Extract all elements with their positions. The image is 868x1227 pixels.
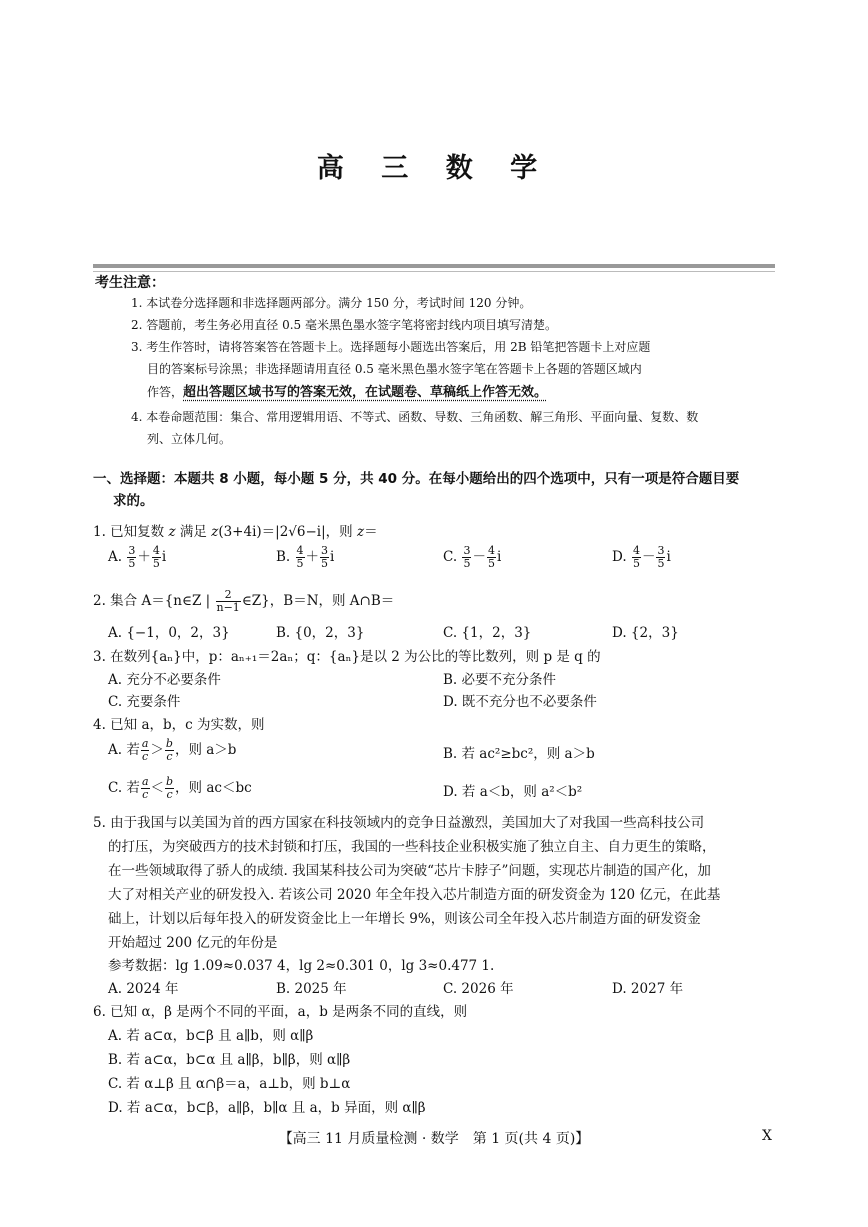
question-5-line: 大了对相关产业的研发投入. 若该公司 2020 年全年投入芯片制造方面的研发资金为 120 亿元，在此基 [108,887,721,903]
question-2-stem: 2. 集合 A＝{n∈Z | $\frac{2}{n-1}$ ∈Z}，B＝N，则 A∩B＝ [93,588,395,614]
notice-item-4-cont: 列、立体几何。 [147,432,232,446]
question-3-option-c: C. 充要条件 [108,694,181,710]
header-divider [93,264,775,268]
question-3-option-d: D. 既不充分也不必要条件 [443,694,597,710]
section-heading: 一、选择题：本题共 8 小题，每小题 5 分，共 40 分。在每小题给出的四个选项中，只有一项是符合题目要 求的。 [93,471,740,509]
question-3-stem: 3. 在数列{aₙ}中，p：aₙ₊₁＝2aₙ；q：{aₙ}是以 2 为公比的等比数列，则 p 是 q 的 [93,649,601,665]
question-6-option-c: C. 若 α⊥β 且 α∩β＝a，a⊥b，则 b⊥α [108,1076,351,1092]
notice-item-1: 1. 本试卷分选择题和非选择题两部分。满分 150 分，考试时间 120 分钟。 [131,296,532,310]
question-5-line: 开始超过 200 亿元的年份是 [108,935,278,951]
notice-item-4: 4. 本卷命题范围：集合、常用逻辑用语、不等式、函数、导数、三角函数、解三角形、平面向量、复数、数 [131,410,699,424]
question-2-option-b: B. {0，2，3} [276,625,365,641]
question-5-reference-data: 参考数据：lg 1.09≈0.037 4，lg 2≈0.301 0，lg 3≈0.477 1. [108,958,495,974]
notice-item-3-cont: 目的答案标号涂黑；非选择题请用直径 0.5 毫米黑色墨水签字笔在答题卡上各题的答题区域内 [147,362,642,376]
question-1-option-a: A. $\frac{3}{5}$ ＋ $\frac{4}{5}$ i [108,544,167,570]
question-5-option-c: C. 2026 年 [443,981,514,997]
question-1-option-c: C. $\frac{3}{5}$ － $\frac{4}{5}$ i [443,544,502,570]
question-4-option-c: C. 若 $\frac{a}{c}$ ＜ $\frac{b}{c}$ ，则 ac＜bc [108,775,252,801]
notice-item-3-cont2: 作答，超出答题区域书写的答案无效，在试题卷、草稿纸上作答无效。 [147,385,548,400]
header-divider-thin [93,271,775,272]
question-2-option-c: C. {1，2，3} [443,625,532,641]
question-4-option-d: D. 若 a＜b，则 a²＜b² [443,784,583,800]
question-6-stem: 6. 已知 α，β 是两个不同的平面，a，b 是两条不同的直线，则 [93,1004,468,1020]
question-6-option-d: D. 若 a⊂α，b⊂β，a∥β，b∥α 且 a，b 异面，则 α∥β [108,1100,426,1116]
page-footer [0,1128,868,1148]
question-5-line: 的打压，为突破西方的技术封锁和打压，我国的一些科技企业积极实施了独立自主、自力更生的策略， [108,839,716,855]
question-4-option-b: B. 若 ac²≥bc²，则 a＞b [443,746,595,762]
question-6-option-a: A. 若 a⊂α，b⊂β 且 a∥b，则 α∥β [108,1028,314,1044]
notice-heading: 考生注意： [95,275,165,291]
question-5-line: 在一些领域取得了骄人的成绩. 我国某科技公司为突破“芯片卡脖子”问题，实现芯片制造的国产化，加 [108,863,711,879]
footer-text: 【高三 11 月质量检测 · 数学 第 1 页(共 4 页)】 [278,1131,590,1147]
question-5-line: 5. 由于我国与以美国为首的西方国家在科技领域内的竞争日益激烈，美国加大了对我国一些高科技公司 [93,815,705,831]
question-5-option-b: B. 2025 年 [276,981,347,997]
question-5-option-a: A. 2024 年 [108,981,179,997]
question-3-option-b: B. 必要不充分条件 [443,672,557,688]
footer-code: X [762,1128,772,1144]
notice-item-2: 2. 答题前，考生务必用直径 0.5 毫米黑色墨水签字笔将密封线内项目填写清楚。 [131,318,557,332]
question-3-option-a: A. 充分不必要条件 [108,672,221,688]
question-4-option-a: A. 若 $\frac{a}{c}$ ＞ $\frac{b}{c}$ ，则 a＞b [108,737,237,763]
question-1-stem: 1. 已知复数 z 满足 z(3+4i)＝|2√6−i|，则 z＝ [93,524,378,540]
notice-item-3: 3. 考生作答时，请将答案答在答题卡上。选择题每小题选出答案后，用 2B 铅笔把答题卡上对应题 [131,340,651,354]
question-4-stem: 4. 已知 a，b，c 为实数，则 [93,717,265,733]
emphasis-text: 超出答题区域书写的答案无效，在试题卷、草稿纸上作答无效。 [183,385,548,400]
question-6-option-b: B. 若 a⊂α，b⊂α 且 a∥β，b∥β，则 α∥β [108,1052,351,1068]
page-title: 高 三 数 学 [316,153,552,184]
question-5-option-d: D. 2027 年 [612,981,684,997]
question-1-option-d: D. $\frac{4}{5}$ － $\frac{3}{5}$ i [612,544,671,570]
question-1-option-b: B. $\frac{4}{5}$ ＋ $\frac{3}{5}$ i [276,544,335,570]
question-2-option-a: A. {−1，0，2，3} [108,625,230,641]
question-2-option-d: D. {2，3} [612,625,679,641]
question-5-line: 础上，计划以后每年投入的研发资金比上一年增长 9%，则该公司全年投入芯片制造方面的研发资金 [108,911,701,927]
